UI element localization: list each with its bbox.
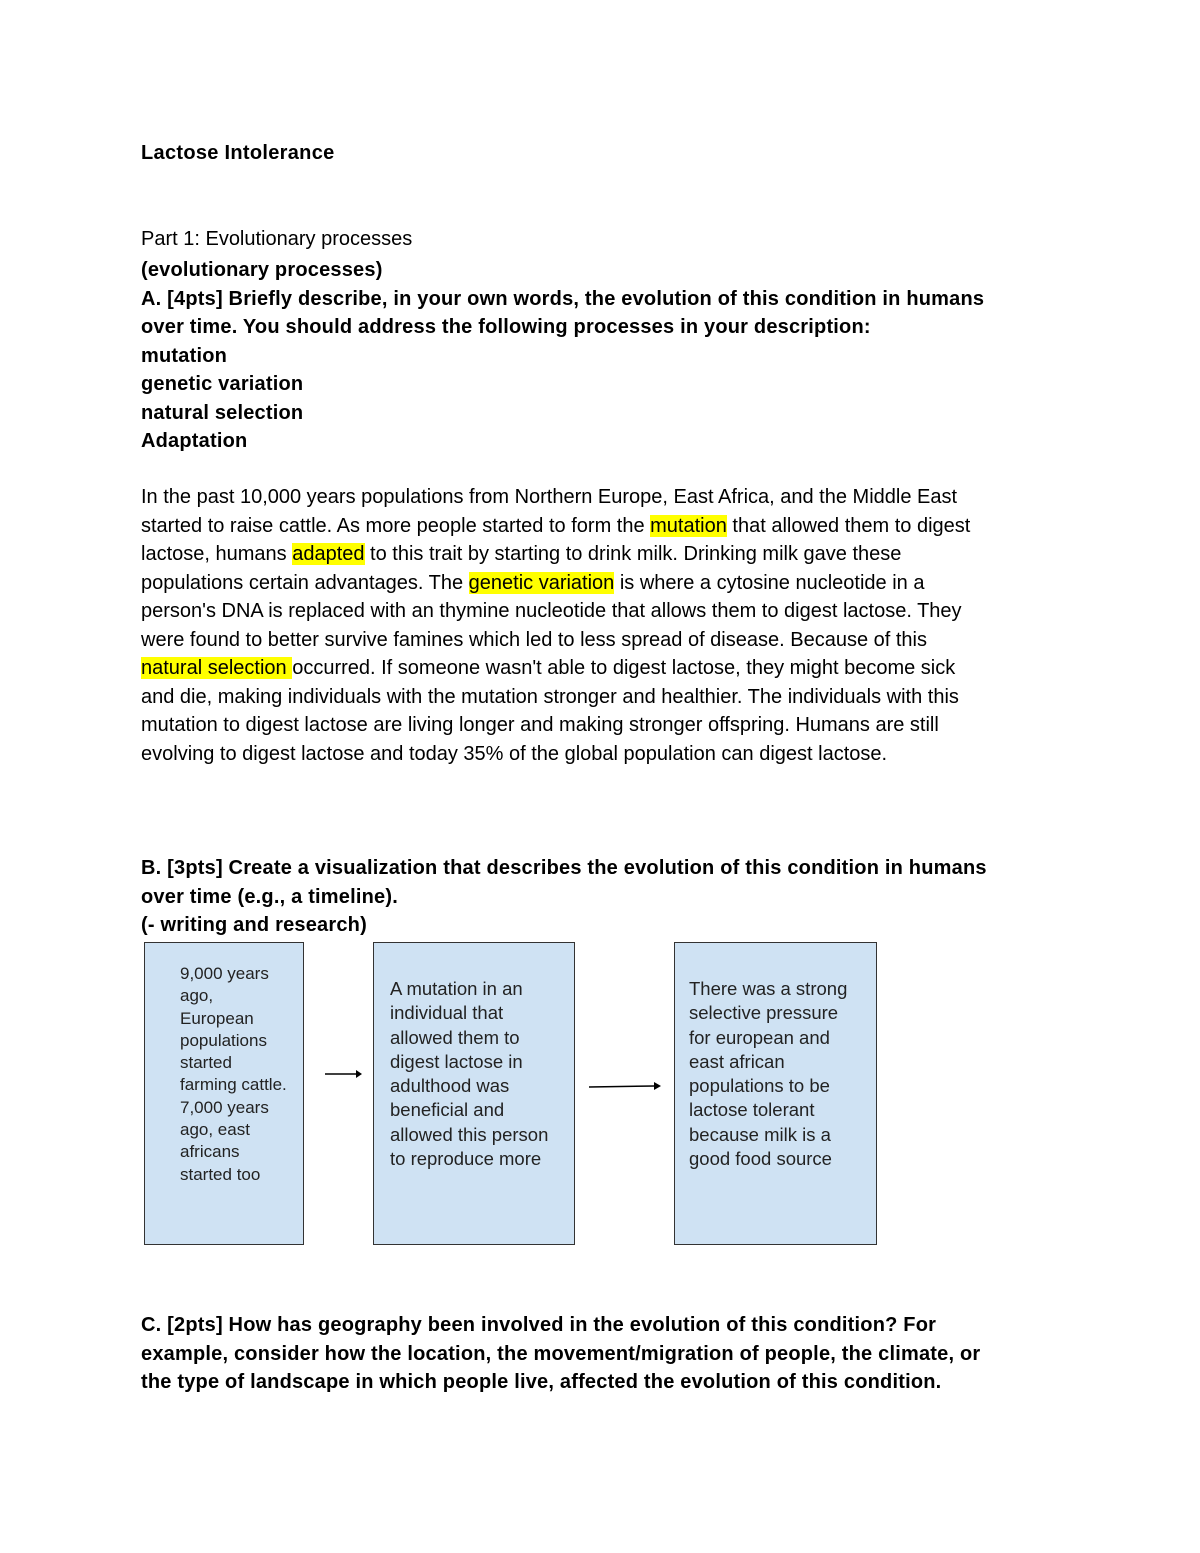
answer-line bbox=[141, 540, 1051, 569]
timeline-box-text: European bbox=[180, 1008, 254, 1028]
part-heading: Part 1: Evolutionary processes bbox=[141, 228, 413, 250]
timeline-box-text: for european and bbox=[689, 1026, 830, 1048]
timeline-box-text: east african bbox=[689, 1050, 785, 1072]
timeline-box-text: digest lactose in bbox=[390, 1050, 523, 1072]
timeline-box-text: populations bbox=[180, 1030, 267, 1050]
timeline-box-text: started too bbox=[180, 1164, 261, 1184]
question-a-process-item: natural selection bbox=[141, 401, 304, 424]
question-b bbox=[141, 854, 1051, 940]
question-c-prompt-line: C. [2pts] How has geography been involved in the evolution of this condition? For bbox=[141, 1314, 937, 1336]
question-a-process-item: genetic variation bbox=[141, 373, 304, 395]
timeline-box-text: lactose tolerant bbox=[689, 1099, 815, 1121]
answer-line: person's DNA is replaced with an thymine nucleotide that allows them to digest lactose. They bbox=[141, 600, 962, 622]
question-b-prompt-line: over time (e.g., a timeline). bbox=[141, 885, 398, 908]
answer-line: and die, making individuals with the mutation stronger and healthier. The individuals with this bbox=[141, 685, 959, 708]
timeline-box-text: 7,000 years bbox=[180, 1097, 269, 1117]
timeline-box-text: africans bbox=[180, 1142, 240, 1162]
timeline-box-text: individual that bbox=[390, 1002, 504, 1024]
highlight-adapted: adapted bbox=[292, 543, 365, 565]
answer-text: populations certain advantages. The bbox=[141, 571, 469, 594]
timeline-box-text: ago, east bbox=[180, 1120, 250, 1140]
question-a-process-item: mutation bbox=[141, 344, 228, 367]
answer-line: evolving to digest lactose and today 35% of the global population can digest lactose. bbox=[141, 742, 888, 765]
timeline-box-text: ago, bbox=[180, 986, 214, 1006]
timeline-box-2 bbox=[373, 942, 575, 1245]
timeline-box-text: to reproduce more bbox=[390, 1148, 542, 1170]
answer-text: that allowed them to digest bbox=[726, 514, 971, 537]
arrow-right-icon bbox=[586, 1078, 664, 1094]
question-a-process-item: Adaptation bbox=[141, 430, 248, 452]
question-b-note: (- writing and research) bbox=[141, 914, 367, 936]
timeline-box-text: good food source bbox=[689, 1148, 832, 1170]
timeline-box-text: beneficial and bbox=[390, 1099, 505, 1121]
timeline-box-text: 9,000 years bbox=[180, 964, 269, 983]
document-title: Lactose Intolerance bbox=[141, 142, 335, 164]
timeline-box-1 bbox=[144, 942, 304, 1245]
question-a-prompt-line: A. [4pts] Briefly describe, in your own words, the evolution of this condition in humans bbox=[141, 287, 985, 310]
question-c-prompt-line: example, consider how the location, the movement/migration of people, the climate, or bbox=[141, 1342, 981, 1365]
question-b-prompt-line: B. [3pts] Create a visualization that describes the evolution of this condition in humans bbox=[141, 857, 987, 879]
timeline-box-3 bbox=[674, 942, 877, 1245]
answer-line bbox=[141, 512, 1051, 541]
timeline-box-text: because milk is a bbox=[689, 1123, 831, 1145]
arrow-right-icon bbox=[322, 1066, 364, 1082]
question-a-prompt-line: over time. You should address the following processes in your description: bbox=[141, 316, 871, 338]
highlight-genetic-variation: genetic variation bbox=[468, 571, 615, 594]
question-c-prompt-line: the type of landscape in which people live, affected the evolution of this condition. bbox=[141, 1371, 942, 1393]
answer-text: lactose, humans bbox=[141, 543, 293, 565]
question-a bbox=[141, 256, 1041, 456]
answer-text: started to raise cattle. As more people started to form the bbox=[141, 514, 651, 537]
answer-line: were found to better survive famines which led to less spread of disease. Because of this bbox=[141, 628, 927, 651]
timeline-box-text: allowed them to bbox=[390, 1026, 520, 1048]
answer-line bbox=[141, 569, 1051, 598]
answer-text: to this trait by starting to drink milk. Drinking milk gave these bbox=[364, 543, 902, 565]
answer-line bbox=[141, 654, 1051, 683]
answer-a bbox=[141, 483, 1051, 768]
timeline-box-text: selective pressure bbox=[689, 1002, 839, 1024]
timeline-box-text: There was a strong bbox=[689, 978, 848, 999]
highlight-mutation: mutation bbox=[650, 514, 727, 537]
timeline-box-text: adulthood was bbox=[390, 1075, 510, 1097]
question-a-section-label: (evolutionary processes) bbox=[141, 259, 383, 281]
highlight-natural-selection: natural selection bbox=[141, 657, 293, 679]
question-c bbox=[141, 1311, 1061, 1397]
answer-text: occurred. If someone wasn't able to digest lactose, they might become sick bbox=[292, 657, 956, 679]
timeline-box-text: started bbox=[180, 1053, 232, 1073]
timeline-box-text: A mutation in an bbox=[390, 978, 523, 999]
timeline-box-text: populations to be bbox=[689, 1075, 830, 1097]
timeline-box-text: farming cattle. bbox=[180, 1075, 287, 1095]
answer-line: mutation to digest lactose are living longer and making stronger offspring. Humans are still bbox=[141, 714, 939, 736]
answer-line: In the past 10,000 years populations from Northern Europe, East Africa, and the Middle East bbox=[141, 486, 958, 508]
answer-text: is where a cytosine nucleotide in a bbox=[614, 571, 925, 594]
timeline-box-text: allowed this person bbox=[390, 1123, 549, 1145]
